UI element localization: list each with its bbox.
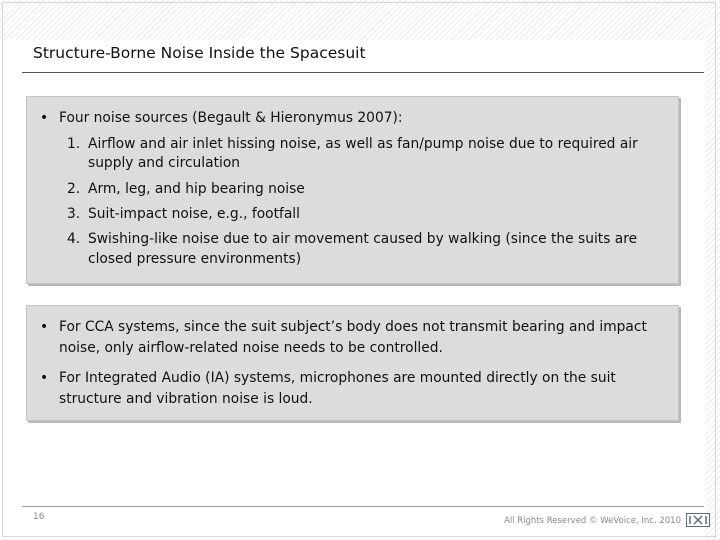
ia-bullet-text: For Integrated Audio (IA) systems, microphones are mounted directly on the suit (59, 370, 616, 386)
cca-bullet-text: noise, only airflow-related noise needs to be controlled. (59, 340, 443, 356)
list-item-number: 1. (67, 136, 81, 152)
company-logo-icon (686, 513, 710, 527)
cca-bullet-text: For CCA systems, since the suit subject’s body does not transmit bearing and impact (59, 319, 647, 335)
bullet-marker: • (40, 370, 49, 386)
list-item-text: closed pressure environments) (88, 251, 302, 267)
list-item-text: Swishing-like noise due to air movement caused by walking (since the suits are (88, 231, 638, 247)
list-item-text: supply and circulation (88, 155, 241, 171)
title-divider (22, 72, 704, 73)
footer-divider (22, 506, 704, 507)
list-item-text: Suit-impact noise, e.g., footfall (88, 206, 300, 222)
ia-bullet-text: structure and vibration noise is loud. (59, 391, 313, 407)
list-item-number: 4. (67, 231, 81, 247)
copyright-footer: All Rights Reserved © WeVoice, Inc. 2010 (504, 516, 681, 526)
list-item-text: Arm, leg, and hip bearing noise (88, 181, 305, 197)
bullet-marker: • (40, 319, 49, 335)
bullet-marker: • (40, 110, 49, 126)
slide-title: Structure-Borne Noise Inside the Spacesuit (33, 44, 366, 62)
list-item-text: Airflow and air inlet hissing noise, as well as fan/pump noise due to required air (88, 136, 638, 152)
noise-sources-intro: Four noise sources (Begault & Hieronymus 2007): (59, 110, 403, 126)
list-item-number: 3. (67, 206, 81, 222)
page-number: 16 (33, 512, 45, 522)
list-item-number: 2. (67, 181, 81, 197)
